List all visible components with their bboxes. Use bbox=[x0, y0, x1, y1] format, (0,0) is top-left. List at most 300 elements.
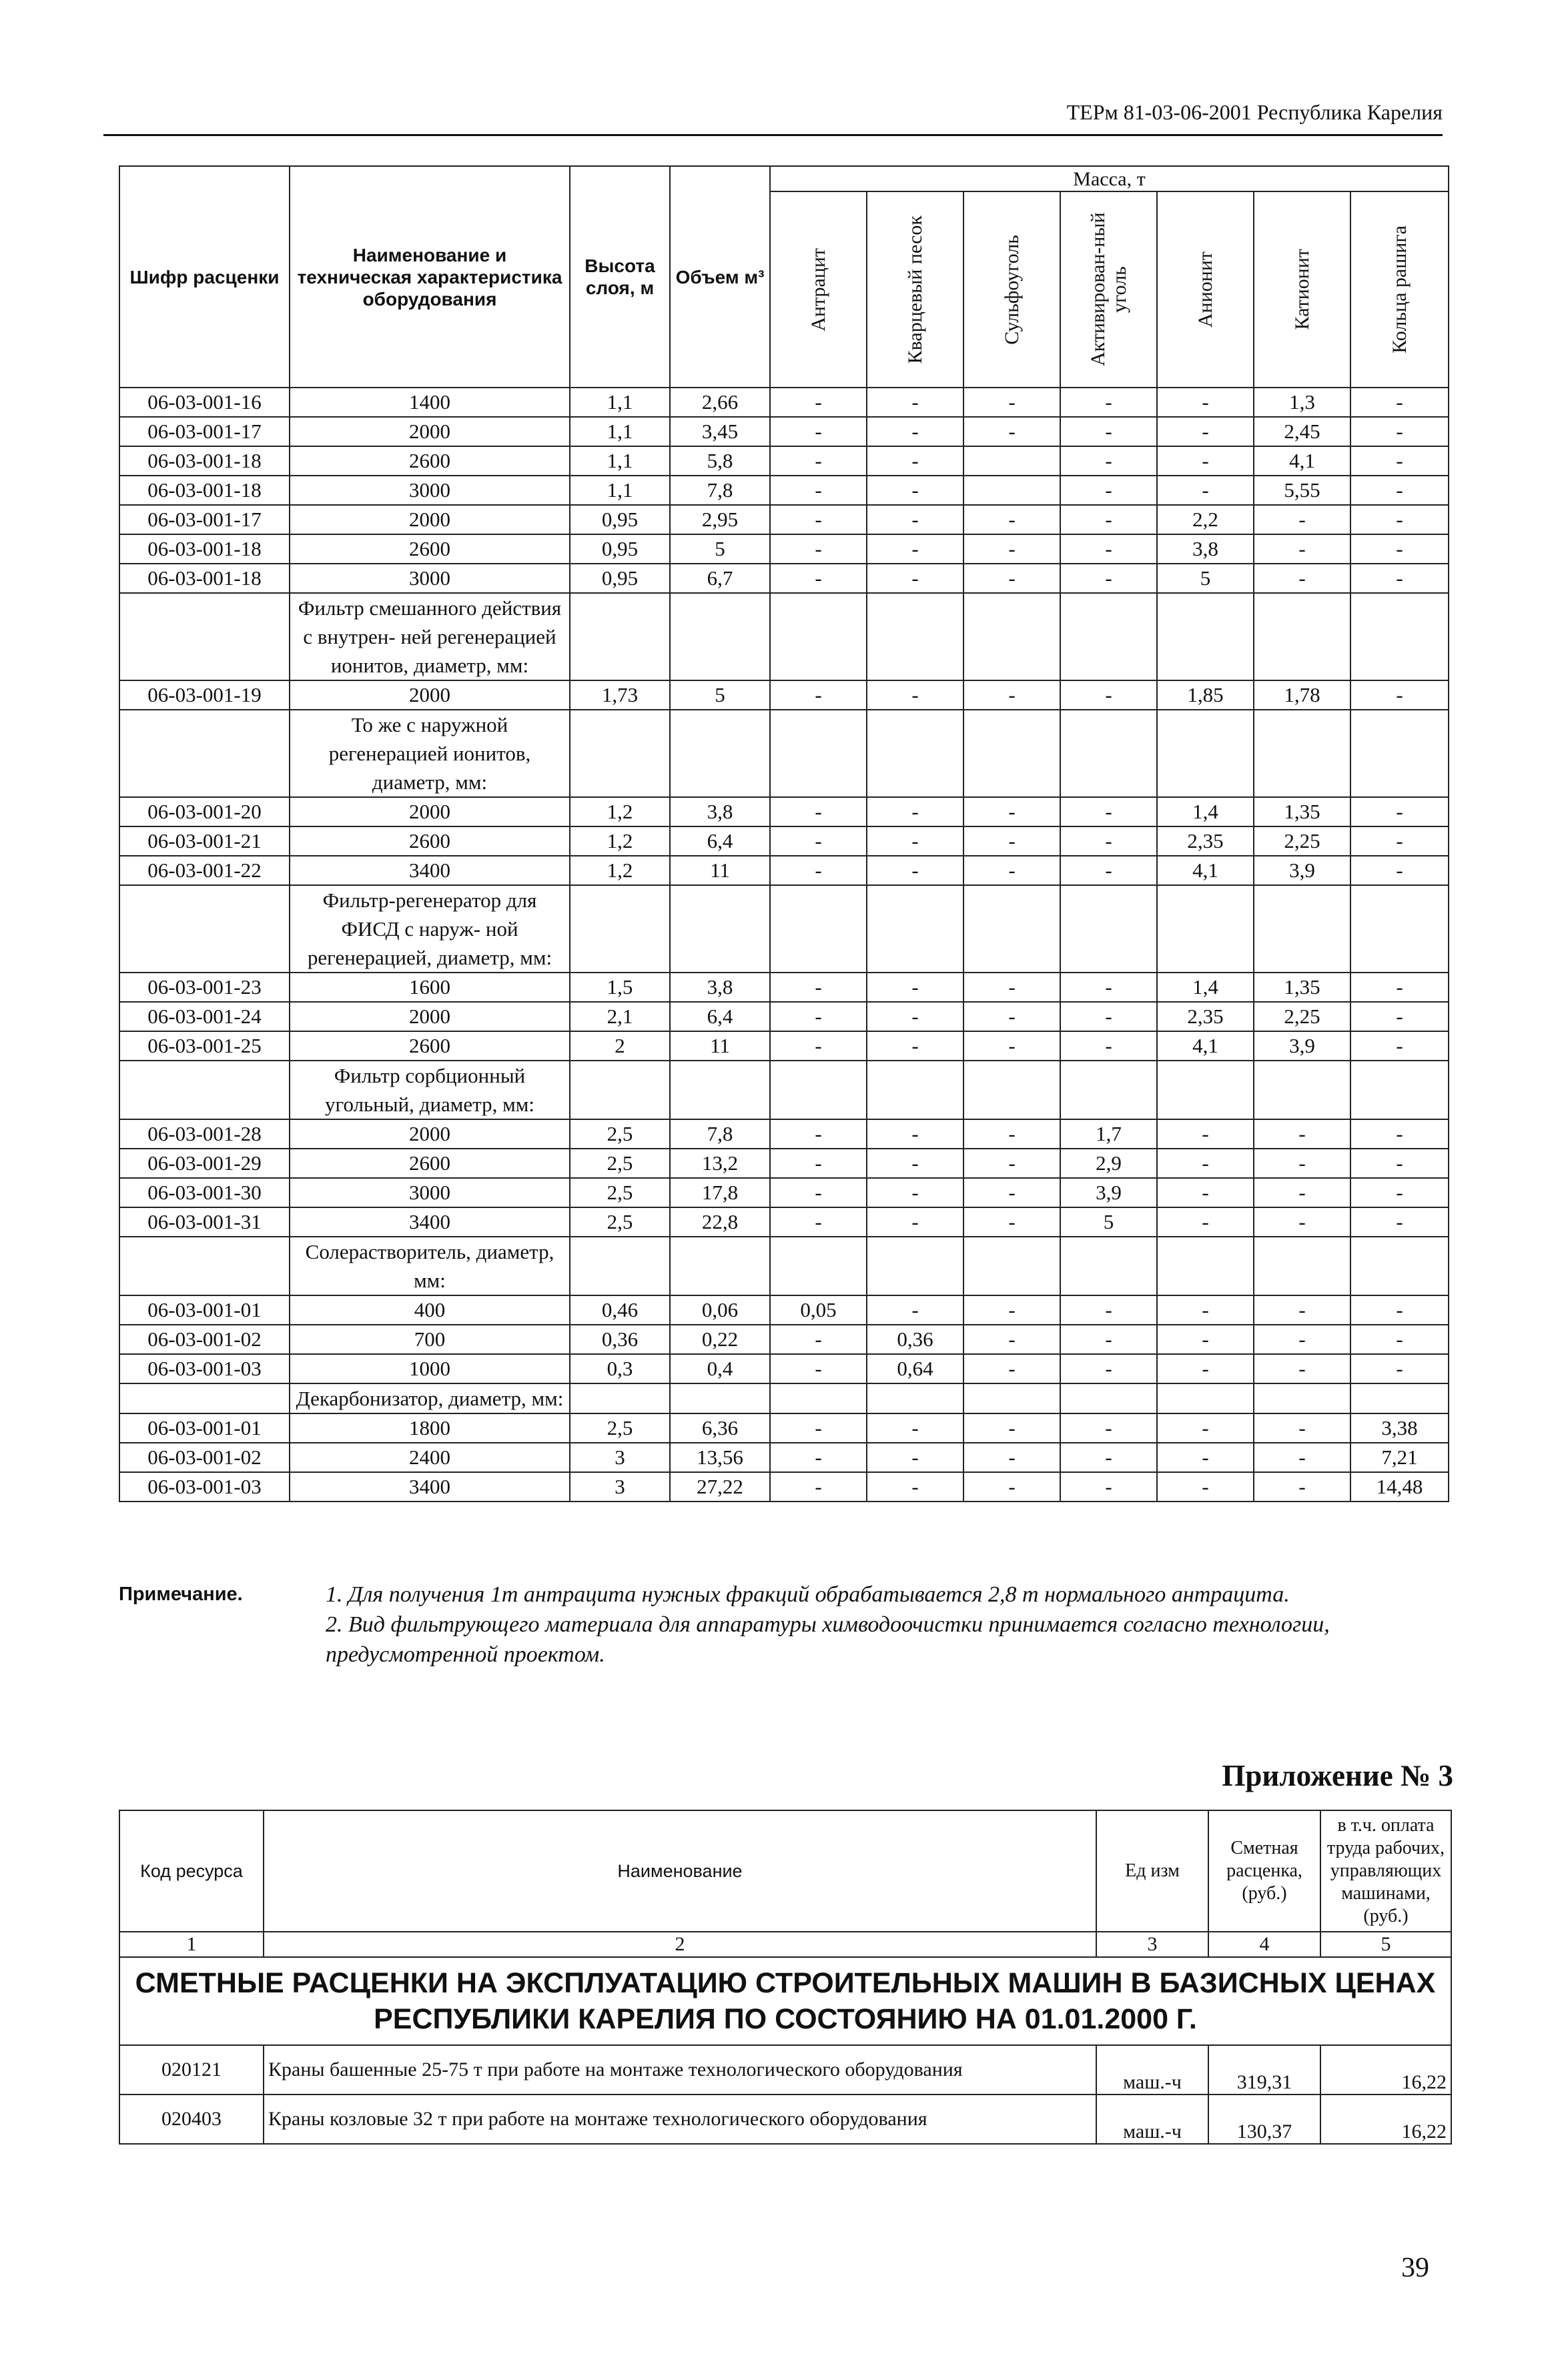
activated-carbon-mass: - bbox=[1060, 1325, 1157, 1354]
table-row bbox=[119, 1002, 1449, 1031]
diameter-value: 3000 bbox=[290, 1178, 570, 1207]
volume-value: 3,8 bbox=[670, 797, 770, 826]
activated-carbon-mass: - bbox=[1060, 476, 1157, 505]
anionite-mass: - bbox=[1157, 417, 1254, 446]
quartz-sand-mass: - bbox=[867, 973, 963, 1002]
diameter-value: 2600 bbox=[290, 1031, 570, 1061]
cationite-mass: - bbox=[1254, 1295, 1350, 1325]
empty-cell bbox=[867, 1237, 963, 1295]
empty-cell bbox=[1157, 885, 1254, 973]
cationite-mass: - bbox=[1254, 1443, 1350, 1472]
anthracite-mass: - bbox=[770, 797, 867, 826]
empty-cell bbox=[119, 593, 290, 680]
col-header-volume: Объем м³ bbox=[670, 166, 770, 388]
anionite-mass: 1,4 bbox=[1157, 797, 1254, 826]
raschig-rings-mass: - bbox=[1350, 417, 1449, 446]
rate-code: 06-03-001-17 bbox=[119, 417, 290, 446]
empty-cell bbox=[1060, 885, 1157, 973]
anionite-mass: - bbox=[1157, 446, 1254, 476]
quartz-sand-mass: - bbox=[867, 1295, 963, 1325]
raschig-rings-mass: - bbox=[1350, 1149, 1449, 1178]
layer-height: 0,95 bbox=[570, 564, 670, 593]
quartz-sand-mass: - bbox=[867, 417, 963, 446]
raschig-rings-mass: - bbox=[1350, 797, 1449, 826]
empty-cell bbox=[1060, 593, 1157, 680]
diameter-value: 2000 bbox=[290, 1002, 570, 1031]
group-heading: Фильтр смешанного действия с внутрен- ней регенерацией ионитов, диаметр, мм: bbox=[290, 593, 570, 680]
diameter-value: 2000 bbox=[290, 505, 570, 534]
diameter-value: 1000 bbox=[290, 1354, 570, 1383]
volume-value: 5,8 bbox=[670, 446, 770, 476]
raschig-rings-mass: - bbox=[1350, 1207, 1449, 1237]
activated-carbon-mass: - bbox=[1060, 1002, 1157, 1031]
raschig-rings-mass: - bbox=[1350, 1325, 1449, 1354]
cationite-mass: - bbox=[1254, 1207, 1350, 1237]
activated-carbon-mass: - bbox=[1060, 680, 1157, 710]
diameter-value: 2000 bbox=[290, 680, 570, 710]
empty-cell bbox=[570, 710, 670, 797]
volume-value: 6,4 bbox=[670, 826, 770, 856]
sulfocoal-mass: - bbox=[963, 1443, 1060, 1472]
empty-cell bbox=[770, 710, 867, 797]
empty-cell bbox=[119, 1061, 290, 1119]
note-section bbox=[119, 1580, 1448, 1670]
resource-code: 020403 bbox=[119, 2095, 264, 2144]
cationite-mass: - bbox=[1254, 505, 1350, 534]
col-header-name: Наименование и техническая характеристика оборудования bbox=[290, 166, 570, 388]
table-row bbox=[119, 534, 1449, 564]
diameter-value: 2600 bbox=[290, 1149, 570, 1178]
empty-cell bbox=[770, 1061, 867, 1119]
empty-cell bbox=[867, 710, 963, 797]
sulfocoal-mass: - bbox=[963, 1325, 1060, 1354]
rate-code: 06-03-001-02 bbox=[119, 1443, 290, 1472]
rate-code: 06-03-001-28 bbox=[119, 1119, 290, 1149]
empty-cell bbox=[1350, 1237, 1449, 1295]
empty-cell bbox=[1350, 1383, 1449, 1413]
empty-cell bbox=[670, 1061, 770, 1119]
rate-code: 06-03-001-03 bbox=[119, 1354, 290, 1383]
activated-carbon-mass: - bbox=[1060, 505, 1157, 534]
col-header-anionite: Анионит bbox=[1157, 191, 1254, 388]
diameter-value: 2400 bbox=[290, 1443, 570, 1472]
quartz-sand-mass: 0,36 bbox=[867, 1325, 963, 1354]
volume-value: 0,06 bbox=[670, 1295, 770, 1325]
layer-height: 2,5 bbox=[570, 1119, 670, 1149]
anthracite-mass: - bbox=[770, 1443, 867, 1472]
anthracite-mass: - bbox=[770, 1207, 867, 1237]
activated-carbon-mass: 3,9 bbox=[1060, 1178, 1157, 1207]
table-row bbox=[119, 1119, 1449, 1149]
empty-cell bbox=[570, 1383, 670, 1413]
anionite-mass: - bbox=[1157, 1472, 1254, 1502]
sulfocoal-mass: - bbox=[963, 388, 1060, 417]
anthracite-mass: - bbox=[770, 564, 867, 593]
raschig-rings-mass: - bbox=[1350, 1354, 1449, 1383]
sulfocoal-mass: - bbox=[963, 797, 1060, 826]
empty-cell bbox=[1157, 593, 1254, 680]
volume-value: 11 bbox=[670, 1031, 770, 1061]
quartz-sand-mass: - bbox=[867, 1119, 963, 1149]
empty-cell bbox=[1254, 885, 1350, 973]
anionite-mass: 3,8 bbox=[1157, 534, 1254, 564]
cationite-mass: 3,9 bbox=[1254, 856, 1350, 885]
group-heading: Фильтр сорбционный угольный, диаметр, мм: bbox=[290, 1061, 570, 1119]
col-number: 5 bbox=[1320, 1932, 1451, 1957]
layer-height: 1,2 bbox=[570, 826, 670, 856]
table-row bbox=[119, 1207, 1449, 1237]
resource-name: Краны козловые 32 т при работе на монтаже технологического оборудования bbox=[264, 2095, 1096, 2144]
sulfocoal-mass: - bbox=[963, 826, 1060, 856]
cationite-mass: - bbox=[1254, 1354, 1350, 1383]
rate-code: 06-03-001-25 bbox=[119, 1031, 290, 1061]
rate-code: 06-03-001-18 bbox=[119, 446, 290, 476]
quartz-sand-mass: - bbox=[867, 534, 963, 564]
resource-unit: маш.-ч bbox=[1096, 2045, 1208, 2095]
empty-cell bbox=[119, 710, 290, 797]
table-row bbox=[119, 797, 1449, 826]
layer-height: 1,2 bbox=[570, 856, 670, 885]
anthracite-mass: - bbox=[770, 1031, 867, 1061]
volume-value: 13,2 bbox=[670, 1149, 770, 1178]
group-heading-row bbox=[119, 1237, 1449, 1295]
anionite-mass: - bbox=[1157, 1149, 1254, 1178]
quartz-sand-mass: - bbox=[867, 826, 963, 856]
table-row bbox=[119, 856, 1449, 885]
sulfocoal-mass: - bbox=[963, 1295, 1060, 1325]
raschig-rings-mass: - bbox=[1350, 680, 1449, 710]
empty-cell bbox=[770, 1383, 867, 1413]
activated-carbon-mass: - bbox=[1060, 797, 1157, 826]
layer-height: 0,95 bbox=[570, 505, 670, 534]
table-row bbox=[119, 417, 1449, 446]
activated-carbon-mass: - bbox=[1060, 1295, 1157, 1325]
empty-cell bbox=[1254, 1061, 1350, 1119]
empty-cell bbox=[1350, 710, 1449, 797]
cationite-mass: 1,78 bbox=[1254, 680, 1350, 710]
volume-value: 27,22 bbox=[670, 1472, 770, 1502]
layer-height: 3 bbox=[570, 1443, 670, 1472]
activated-carbon-mass: 1,7 bbox=[1060, 1119, 1157, 1149]
anthracite-mass: - bbox=[770, 1325, 867, 1354]
rate-code: 06-03-001-23 bbox=[119, 973, 290, 1002]
raschig-rings-mass: - bbox=[1350, 826, 1449, 856]
empty-cell bbox=[670, 593, 770, 680]
sulfocoal-mass: - bbox=[963, 1178, 1060, 1207]
table-row bbox=[119, 680, 1449, 710]
anionite-mass: 1,85 bbox=[1157, 680, 1254, 710]
quartz-sand-mass: - bbox=[867, 1413, 963, 1443]
raschig-rings-mass: - bbox=[1350, 1178, 1449, 1207]
activated-carbon-mass: - bbox=[1060, 1413, 1157, 1443]
empty-cell bbox=[963, 1061, 1060, 1119]
group-heading: Солерастворитель, диаметр, мм: bbox=[290, 1237, 570, 1295]
table-row bbox=[119, 446, 1449, 476]
empty-cell bbox=[867, 1061, 963, 1119]
volume-value: 0,22 bbox=[670, 1325, 770, 1354]
col-header-raschig-rings: Кольца рашига bbox=[1350, 191, 1449, 388]
volume-value: 11 bbox=[670, 856, 770, 885]
activated-carbon-mass: - bbox=[1060, 564, 1157, 593]
activated-carbon-mass: - bbox=[1060, 388, 1157, 417]
col-number: 1 bbox=[119, 1932, 264, 1957]
col-number: 2 bbox=[264, 1932, 1096, 1957]
activated-carbon-mass: - bbox=[1060, 826, 1157, 856]
layer-height: 2,5 bbox=[570, 1207, 670, 1237]
col-header-sulfocoal: Сульфоуголь bbox=[963, 191, 1060, 388]
note-item: 1. Для получения 1т антрацита нужных фракций обрабатывается 2,8 т нормального антрацита. bbox=[326, 1582, 1290, 1607]
anionite-mass: - bbox=[1157, 1119, 1254, 1149]
quartz-sand-mass: - bbox=[867, 680, 963, 710]
rate-code: 06-03-001-29 bbox=[119, 1149, 290, 1178]
volume-value: 6,36 bbox=[670, 1413, 770, 1443]
resource-name: Краны башенные 25-75 т при работе на монтаже технологического оборудования bbox=[264, 2045, 1096, 2095]
layer-height: 2,5 bbox=[570, 1413, 670, 1443]
anionite-mass: - bbox=[1157, 388, 1254, 417]
empty-cell bbox=[1060, 1237, 1157, 1295]
volume-value: 5 bbox=[670, 680, 770, 710]
anthracite-mass: - bbox=[770, 973, 867, 1002]
section-banner: СМЕТНЫЕ РАСЦЕНКИ НА ЭКСПЛУАТАЦИЮ СТРОИТЕЛЬНЫХ МАШИН В БАЗИСНЫХ ЦЕНАХ РЕСПУБЛИКИ КАРЕЛИЯ ПО СОСТОЯНИЮ НА 01.01.2000 Г. bbox=[119, 1957, 1451, 2045]
anthracite-mass: - bbox=[770, 1472, 867, 1502]
group-heading-row bbox=[119, 1061, 1449, 1119]
layer-height: 2,5 bbox=[570, 1149, 670, 1178]
table-row bbox=[119, 826, 1449, 856]
quartz-sand-mass: - bbox=[867, 1002, 963, 1031]
anthracite-mass: - bbox=[770, 417, 867, 446]
empty-cell bbox=[963, 1383, 1060, 1413]
layer-height: 2,1 bbox=[570, 1002, 670, 1031]
table-row bbox=[119, 564, 1449, 593]
anionite-mass: - bbox=[1157, 1207, 1254, 1237]
empty-cell bbox=[1350, 885, 1449, 973]
anionite-mass: - bbox=[1157, 1413, 1254, 1443]
empty-cell bbox=[867, 1383, 963, 1413]
anthracite-mass: 0,05 bbox=[770, 1295, 867, 1325]
diameter-value: 400 bbox=[290, 1295, 570, 1325]
diameter-value: 1400 bbox=[290, 388, 570, 417]
anionite-mass: - bbox=[1157, 1325, 1254, 1354]
table-row bbox=[119, 476, 1449, 505]
raschig-rings-mass: - bbox=[1350, 1119, 1449, 1149]
raschig-rings-mass: - bbox=[1350, 446, 1449, 476]
empty-cell bbox=[1254, 710, 1350, 797]
empty-cell bbox=[1157, 1061, 1254, 1119]
col-header-cationite: Катионит bbox=[1254, 191, 1350, 388]
anthracite-mass: - bbox=[770, 388, 867, 417]
sulfocoal-mass: - bbox=[963, 856, 1060, 885]
raschig-rings-mass: - bbox=[1350, 564, 1449, 593]
volume-value: 6,7 bbox=[670, 564, 770, 593]
cationite-mass: 1,35 bbox=[1254, 973, 1350, 1002]
diameter-value: 3400 bbox=[290, 856, 570, 885]
cationite-mass: 2,25 bbox=[1254, 1002, 1350, 1031]
col-header-height: Высота слоя, м bbox=[570, 166, 670, 388]
diameter-value: 2000 bbox=[290, 1119, 570, 1149]
activated-carbon-mass: - bbox=[1060, 1472, 1157, 1502]
layer-height: 1,1 bbox=[570, 476, 670, 505]
table-row bbox=[119, 1413, 1449, 1443]
anionite-mass: - bbox=[1157, 1295, 1254, 1325]
volume-value: 5 bbox=[670, 534, 770, 564]
resource-labor: 16,22 bbox=[1320, 2095, 1451, 2144]
diameter-value: 3000 bbox=[290, 476, 570, 505]
sulfocoal-mass: - bbox=[963, 1413, 1060, 1443]
res-header-price: Сметная расценка, (руб.) bbox=[1208, 1810, 1320, 1932]
volume-value: 3,8 bbox=[670, 973, 770, 1002]
rate-code: 06-03-001-20 bbox=[119, 797, 290, 826]
sulfocoal-mass: - bbox=[963, 534, 1060, 564]
note-label: Примечание. bbox=[119, 1584, 243, 1605]
quartz-sand-mass: - bbox=[867, 1149, 963, 1178]
raschig-rings-mass: - bbox=[1350, 1295, 1449, 1325]
table-row bbox=[119, 1178, 1449, 1207]
group-heading: Декарбонизатор, диаметр, мм: bbox=[290, 1383, 570, 1413]
empty-cell bbox=[867, 593, 963, 680]
empty-cell bbox=[1060, 1383, 1157, 1413]
empty-cell bbox=[1157, 710, 1254, 797]
anthracite-mass: - bbox=[770, 476, 867, 505]
anthracite-mass: - bbox=[770, 1413, 867, 1443]
rate-code: 06-03-001-02 bbox=[119, 1325, 290, 1354]
table-row bbox=[119, 1295, 1449, 1325]
table-row bbox=[119, 1354, 1449, 1383]
quartz-sand-mass: - bbox=[867, 1207, 963, 1237]
diameter-value: 2600 bbox=[290, 446, 570, 476]
sulfocoal-mass: - bbox=[963, 1002, 1060, 1031]
cationite-mass: 2,25 bbox=[1254, 826, 1350, 856]
anionite-mass: 1,4 bbox=[1157, 973, 1254, 1002]
cationite-mass: - bbox=[1254, 1178, 1350, 1207]
diameter-value: 3400 bbox=[290, 1207, 570, 1237]
table-row bbox=[119, 1031, 1449, 1061]
empty-cell bbox=[1157, 1237, 1254, 1295]
volume-value: 7,8 bbox=[670, 476, 770, 505]
raschig-rings-mass: - bbox=[1350, 1031, 1449, 1061]
layer-height: 0,46 bbox=[570, 1295, 670, 1325]
res-header-labor: в т.ч. оплата труда рабочих, управляющих машинами, (руб.) bbox=[1320, 1810, 1451, 1932]
table-row bbox=[119, 973, 1449, 1002]
raschig-rings-mass: - bbox=[1350, 973, 1449, 1002]
quartz-sand-mass: - bbox=[867, 564, 963, 593]
anionite-mass: - bbox=[1157, 1443, 1254, 1472]
layer-height: 0,36 bbox=[570, 1325, 670, 1354]
anthracite-mass: - bbox=[770, 856, 867, 885]
rate-code: 06-03-001-24 bbox=[119, 1002, 290, 1031]
anthracite-mass: - bbox=[770, 1119, 867, 1149]
empty-cell bbox=[670, 710, 770, 797]
empty-cell bbox=[570, 1237, 670, 1295]
empty-cell bbox=[963, 1237, 1060, 1295]
col-header-code: Шифр расценки bbox=[119, 166, 290, 388]
empty-cell bbox=[119, 1383, 290, 1413]
empty-cell bbox=[670, 885, 770, 973]
empty-cell bbox=[1157, 1383, 1254, 1413]
anionite-mass: 2,2 bbox=[1157, 505, 1254, 534]
rate-code: 06-03-001-18 bbox=[119, 564, 290, 593]
quartz-sand-mass: 0,64 bbox=[867, 1354, 963, 1383]
group-heading-row bbox=[119, 710, 1449, 797]
quartz-sand-mass: - bbox=[867, 856, 963, 885]
anthracite-mass: - bbox=[770, 1149, 867, 1178]
sulfocoal-mass bbox=[963, 476, 1060, 505]
activated-carbon-mass: 5 bbox=[1060, 1207, 1157, 1237]
table-row bbox=[119, 1443, 1449, 1472]
rate-code: 06-03-001-16 bbox=[119, 388, 290, 417]
rate-code: 06-03-001-22 bbox=[119, 856, 290, 885]
raschig-rings-mass: - bbox=[1350, 856, 1449, 885]
sulfocoal-mass: - bbox=[963, 1149, 1060, 1178]
empty-cell bbox=[119, 885, 290, 973]
empty-cell bbox=[1060, 710, 1157, 797]
diameter-value: 1600 bbox=[290, 973, 570, 1002]
table-row bbox=[119, 1325, 1449, 1354]
quartz-sand-mass: - bbox=[867, 476, 963, 505]
diameter-value: 3400 bbox=[290, 1472, 570, 1502]
layer-height: 1,5 bbox=[570, 973, 670, 1002]
diameter-value: 2600 bbox=[290, 826, 570, 856]
equipment-mass-table bbox=[119, 165, 1449, 1502]
rate-code: 06-03-001-01 bbox=[119, 1413, 290, 1443]
quartz-sand-mass: - bbox=[867, 1472, 963, 1502]
empty-cell bbox=[570, 593, 670, 680]
col-number: 4 bbox=[1208, 1932, 1320, 1957]
empty-cell bbox=[1060, 1061, 1157, 1119]
diameter-value: 1800 bbox=[290, 1413, 570, 1443]
group-heading: То же с наружной регенерацией ионитов, диаметр, мм: bbox=[290, 710, 570, 797]
activated-carbon-mass: 2,9 bbox=[1060, 1149, 1157, 1178]
page-number: 39 bbox=[1401, 2253, 1429, 2283]
rate-code: 06-03-001-21 bbox=[119, 826, 290, 856]
col-number: 3 bbox=[1096, 1932, 1208, 1957]
raschig-rings-mass: - bbox=[1350, 388, 1449, 417]
sulfocoal-mass: - bbox=[963, 1031, 1060, 1061]
raschig-rings-mass: - bbox=[1350, 1002, 1449, 1031]
layer-height: 2 bbox=[570, 1031, 670, 1061]
empty-cell bbox=[770, 593, 867, 680]
volume-value: 13,56 bbox=[670, 1443, 770, 1472]
anthracite-mass: - bbox=[770, 1178, 867, 1207]
volume-value: 17,8 bbox=[670, 1178, 770, 1207]
rate-code: 06-03-001-03 bbox=[119, 1472, 290, 1502]
raschig-rings-mass: 7,21 bbox=[1350, 1443, 1449, 1472]
empty-cell bbox=[670, 1237, 770, 1295]
note-item: 2. Вид фильтрующего материала для аппаратуры химводоочистки принимается согласно технологии, предусмотренной проектом. bbox=[326, 1612, 1330, 1667]
anthracite-mass: - bbox=[770, 826, 867, 856]
volume-value: 3,45 bbox=[670, 417, 770, 446]
sulfocoal-mass: - bbox=[963, 417, 1060, 446]
anionite-mass: 5 bbox=[1157, 564, 1254, 593]
empty-cell bbox=[1254, 1237, 1350, 1295]
diameter-value: 2600 bbox=[290, 534, 570, 564]
group-heading-row bbox=[119, 593, 1449, 680]
rate-code: 06-03-001-17 bbox=[119, 505, 290, 534]
layer-height: 1,2 bbox=[570, 797, 670, 826]
cationite-mass: - bbox=[1254, 1119, 1350, 1149]
table-row bbox=[119, 1472, 1449, 1502]
diameter-value: 2000 bbox=[290, 797, 570, 826]
sulfocoal-mass: - bbox=[963, 1472, 1060, 1502]
activated-carbon-mass: - bbox=[1060, 417, 1157, 446]
rate-code: 06-03-001-18 bbox=[119, 476, 290, 505]
rate-code: 06-03-001-30 bbox=[119, 1178, 290, 1207]
anthracite-mass: - bbox=[770, 1002, 867, 1031]
volume-value: 2,66 bbox=[670, 388, 770, 417]
empty-cell bbox=[1254, 593, 1350, 680]
cationite-mass: - bbox=[1254, 564, 1350, 593]
col-header-quartz-sand: Кварцевый песок bbox=[867, 191, 963, 388]
empty-cell bbox=[963, 593, 1060, 680]
